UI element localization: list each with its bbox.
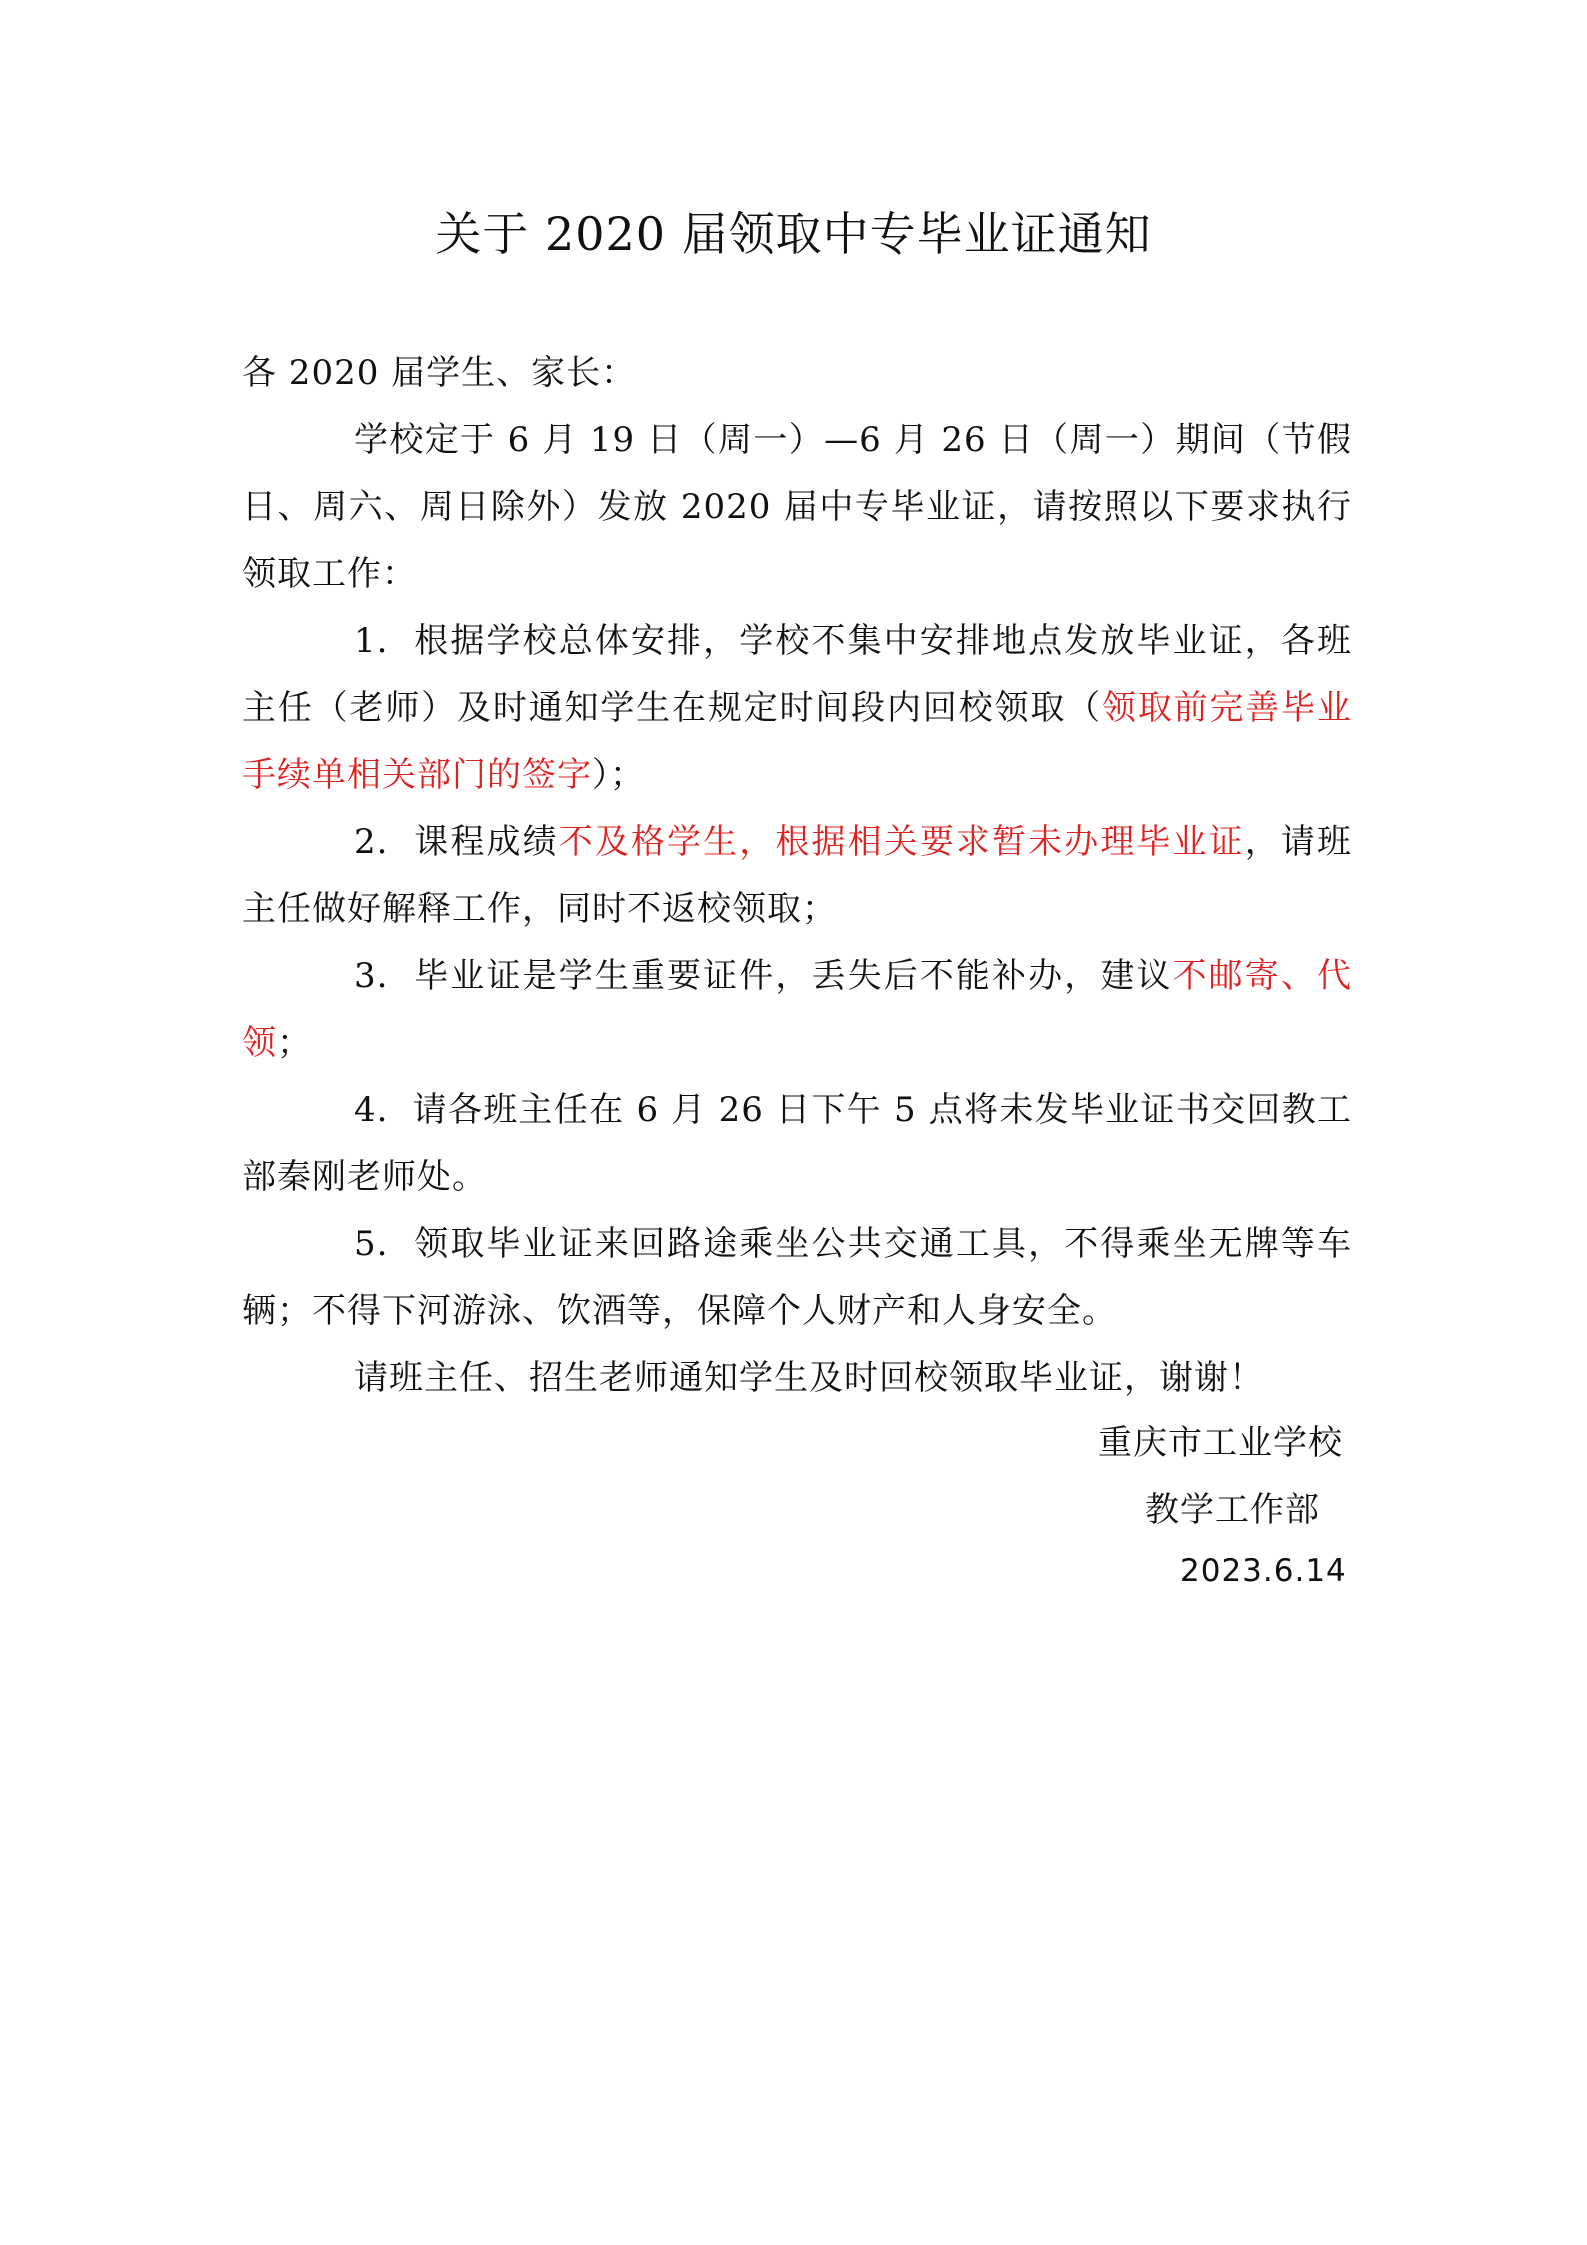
item-highlight: 领取前完善毕业手续单相关部门的签字 (242, 688, 1352, 795)
list-item (242, 943, 1352, 1077)
list-item (242, 608, 1352, 809)
item-text: 领取毕业证来回路途乘坐公共交通工具，不得乘坐无牌等车辆；不得下河游泳、饮酒等，保障个人财产和人身安全。 (242, 1224, 1353, 1331)
item-number: 4. (354, 1090, 389, 1130)
closing-paragraph: 请班主任、招生老师通知学生及时回校领取毕业证，谢谢！ (354, 1358, 1264, 1398)
item-text: 请各班主任在 6 月 26 日下午 5 点将未发毕业证书交回教工部秦刚老师处。 (242, 1090, 1353, 1197)
salutation: 各 2020 届学生、家长： (242, 353, 637, 393)
list-item (242, 1077, 1352, 1211)
item-highlight: 不及格学生，根据相关要求暂未办理毕业证 (558, 822, 1245, 862)
list-item (242, 1211, 1352, 1345)
item-text-after: ）； (592, 755, 645, 795)
item-highlight: 不邮寄、代领 (242, 956, 1353, 1063)
item-text-after: ，请班主任做好解释工作，同时不返校领取； (242, 822, 1353, 929)
item-number: 3. (354, 956, 389, 996)
item-number: 5. (354, 1224, 389, 1264)
signature-school: 重庆市工业学校 (1098, 1423, 1343, 1463)
signature-date: 2023.6.14 (1180, 1553, 1347, 1589)
item-number: 1. (354, 621, 389, 661)
item-number: 2. (354, 822, 389, 862)
document-body (242, 340, 1352, 1412)
document-title: 关于 2020 届领取中专毕业证通知 (435, 207, 1152, 261)
item-text: 毕业证是学生重要证件，丢失后不能补办，建议 (414, 956, 1173, 996)
item-text: 课程成绩 (414, 822, 559, 862)
item-text-after: ； (277, 1023, 312, 1063)
signature-department: 教学工作部 (1145, 1490, 1320, 1530)
list-item (242, 809, 1352, 943)
item-text: 根据学校总体安排，学校不集中安排地点发放毕业证，各班主任（老师）及时通知学生在规定时间段内回校领取（ (242, 621, 1353, 728)
intro-paragraph: 学校定于 6 月 19 日（周一）—6 月 26 日（周一）期间（节假日、周六、周日除外）发放 2020 届中专毕业证，请按照以下要求执行领取工作： (242, 420, 1352, 594)
